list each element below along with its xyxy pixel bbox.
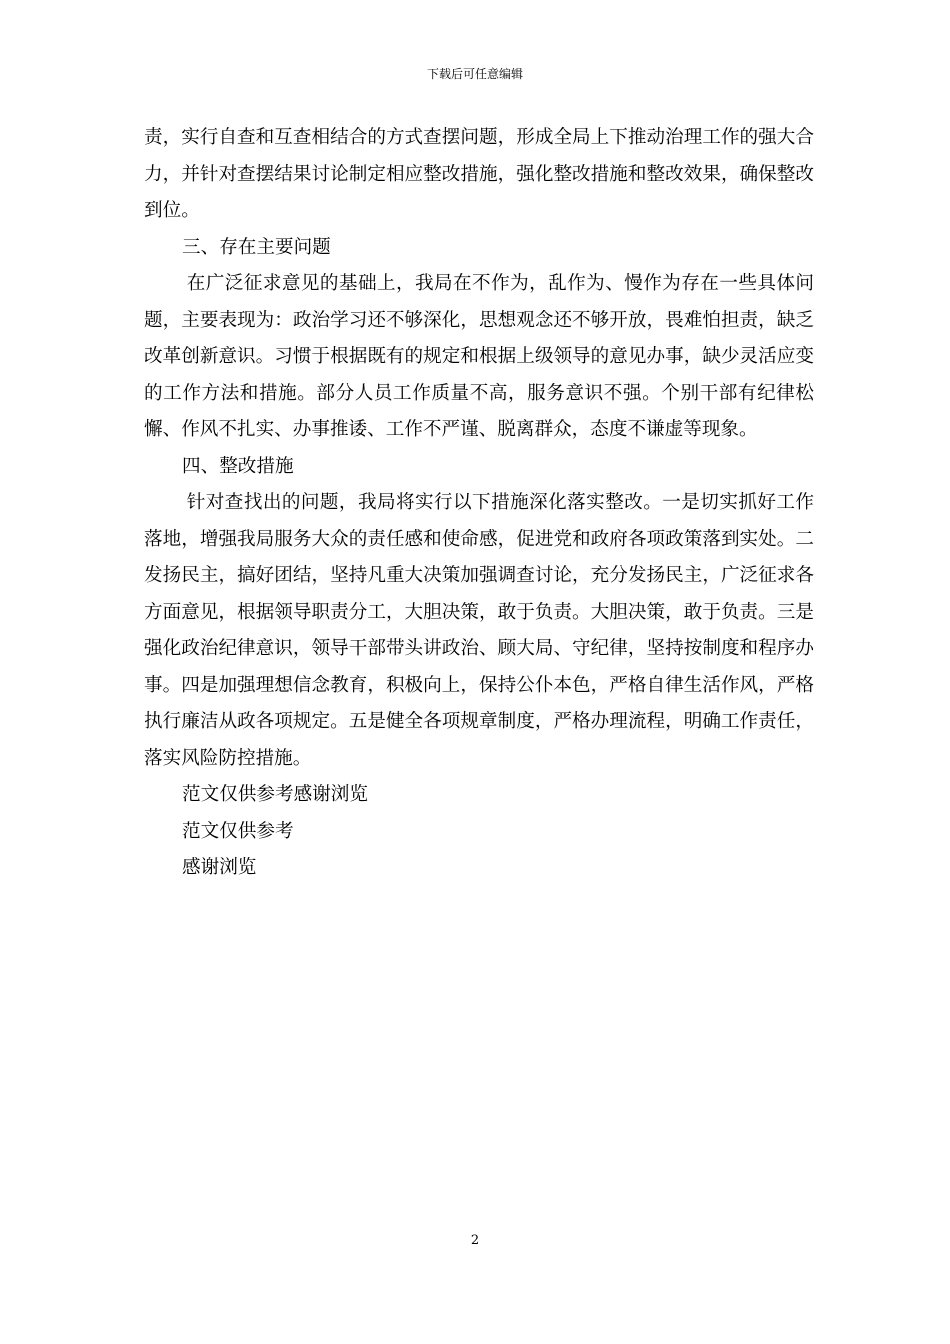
- paragraph-measures: 针对查找出的问题，我局将实行以下措施深化落实整改。一是切实抓好工作落地，增强我局服务大众的责任感和使命感，促进党和政府各项政策落到实处。二发扬民主，搞好团结，坚持凡重大决策加强调查讨论，充分发扬民主，广泛征求各方面意见，根据领导职责分工，大胆决策，敢于负责。大胆决策，敢于负责。三是强化政治纪律意识，领导干部带头讲政治、顾大局、守纪律，坚持按制度和程序办事。四是加强理想信念教育，积极向上，保持公仆本色，严格自律生活作风，严格执行廉洁从政各项规定。五是健全各项规章制度，严格办理流程，明确工作责任，落实风险防控措施。: [144, 492, 814, 769]
- document-body: [144, 120, 814, 887]
- paragraph-problems: 在广泛征求意见的基础上，我局在不作为，乱作为、慢作为存在一些具体问题，主要表现为：政治学习还不够深化，思想观念还不够开放，畏难怕担责，缺乏改革创新意识。习惯于根据既有的规定和根据上级领导的意见办事，缺少灵活应变的工作方法和措施。部分人员工作质量不高，服务意识不强。个别干部有纪律松懈、作风不扎实、办事推诿、工作不严谨、脱离群众，态度不谦虚等现象。: [144, 273, 814, 440]
- page-header: 下载后可任意编辑: [426, 67, 523, 81]
- section-heading-measures: 四、整改措施: [182, 455, 294, 477]
- paragraph-continuation: 责，实行自查和互查相结合的方式查摆问题，形成全局上下推动治理工作的强大合力，并针对查摆结果讨论制定相应整改措施，强化整改措施和整改效果，确保整改到位。: [144, 127, 814, 221]
- closing-line-3: 感谢浏览: [182, 857, 257, 878]
- closing-line-2: 范文仅供参考: [182, 820, 294, 842]
- closing-line-1: 范文仅供参考感谢浏览: [182, 784, 368, 805]
- page-number: 2: [470, 1233, 480, 1248]
- section-heading-problems: 三、存在主要问题: [182, 236, 331, 258]
